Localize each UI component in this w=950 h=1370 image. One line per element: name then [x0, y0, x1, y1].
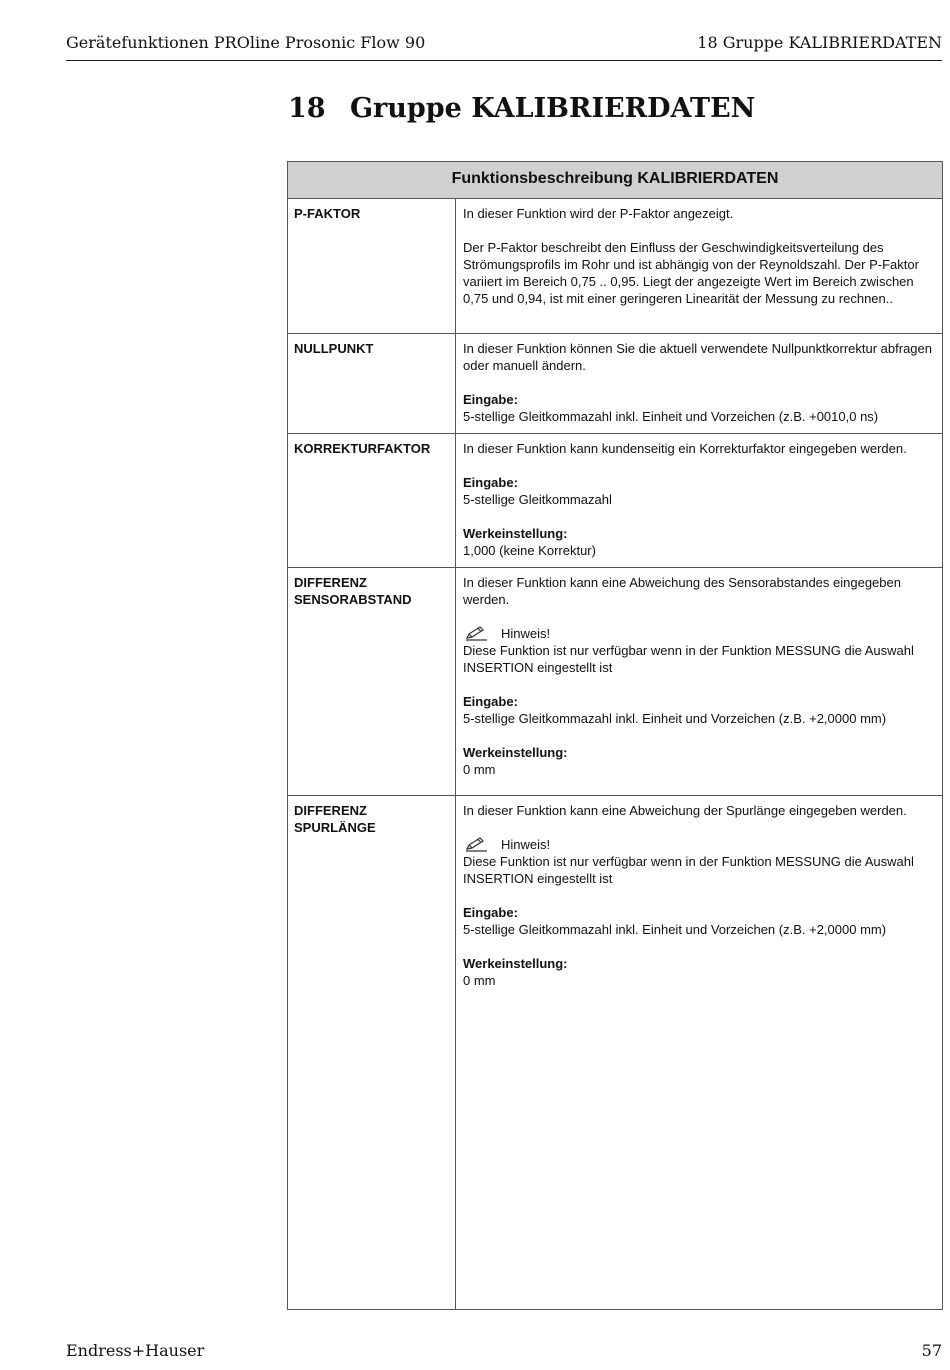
- running-header: [66, 30, 942, 61]
- default-label: Werkeinstellung:: [463, 526, 568, 541]
- hint-text: Diese Funktion ist nur verfügbar wenn in der Funktion MESSUNG die Auswahl INSERTION eingestellt ist: [463, 643, 914, 675]
- function-description: [456, 568, 942, 784]
- input-label: Eingabe:: [463, 392, 518, 407]
- input-value: 5-stellige Gleitkommazahl inkl. Einheit und Vorzeichen (z.B. +2,0000 mm): [463, 922, 887, 937]
- default-value: 1,000 (keine Korrektur): [463, 543, 596, 558]
- input-value: 5-stellige Gleitkommazahl inkl. Einheit und Vorzeichen (z.B. +2,0000 mm): [463, 711, 887, 726]
- default-value: 0 mm: [463, 973, 496, 988]
- table-row-p-faktor: [288, 199, 942, 334]
- hint-title-line: [463, 625, 936, 642]
- default-block: [463, 744, 936, 778]
- description-text: Der P-Faktor beschreibt den Einfluss der Geschwindigkeitsverteilung des Strömungsprofils im Rohr und ist abhängig von der Reynoldszahl. Der P-Faktor variiert im Bereich 0,75 .. 0,95. Liegt der angezeigte Wert im Bereich zwischen 0,75 und 0,94, ist mit einer geringeren Linearität der Messung zu rechnen..: [463, 240, 919, 306]
- footer-brand: Endress+Hauser: [66, 1341, 205, 1360]
- chapter-title-text: Gruppe KALIBRIERDATEN: [350, 93, 756, 124]
- chapter-number: 18: [288, 93, 326, 124]
- function-label: P-FAKTOR: [294, 206, 361, 221]
- function-label: NULLPUNKT: [294, 341, 374, 356]
- default-block: [463, 955, 936, 989]
- table-header: Funktionsbeschreibung KALIBRIERDATEN: [288, 162, 942, 199]
- hint-title: Hinweis!: [501, 626, 551, 641]
- default-label: Werkeinstellung:: [463, 956, 568, 971]
- function-label: DIFFERENZ SENSORABSTAND: [294, 575, 412, 607]
- hint-block: [463, 625, 936, 676]
- default-block: [463, 525, 936, 559]
- description-intro: In dieser Funktion wird der P-Faktor angezeigt.: [463, 206, 734, 221]
- function-label: DIFFERENZ SPURLÄNGE: [294, 803, 376, 835]
- table-row-nullpunkt: [288, 334, 942, 434]
- description-intro: In dieser Funktion können Sie die aktuell verwendete Nullpunktkorrektur abfragen oder manuell ändern.: [463, 341, 932, 373]
- input-value: 5-stellige Gleitkommazahl inkl. Einheit und Vorzeichen (z.B. +0010,0 ns): [463, 409, 879, 424]
- pencil-icon: [463, 836, 491, 852]
- page-number: 57: [921, 1341, 942, 1360]
- function-table: [287, 161, 943, 1310]
- pencil-icon: [463, 625, 491, 641]
- header-document-title: Gerätefunktionen PROline Prosonic Flow 90: [66, 33, 426, 52]
- input-value: 5-stellige Gleitkommazahl: [463, 492, 612, 507]
- input-label: Eingabe:: [463, 475, 518, 490]
- hint-title-line: [463, 836, 936, 853]
- description-intro: In dieser Funktion kann eine Abweichung der Spurlänge eingegeben werden.: [463, 803, 907, 818]
- input-block: [463, 391, 936, 425]
- default-value: 0 mm: [463, 762, 496, 777]
- hint-title: Hinweis!: [501, 837, 551, 852]
- table-row-differenz-sensorabstand: [288, 568, 942, 796]
- input-label: Eingabe:: [463, 905, 518, 920]
- header-section-title: 18 Gruppe KALIBRIERDATEN: [697, 33, 942, 52]
- chapter-title: [288, 93, 755, 124]
- function-description: [456, 334, 942, 431]
- page-footer: [66, 1341, 942, 1363]
- input-label: Eingabe:: [463, 694, 518, 709]
- description-intro: In dieser Funktion kann kundenseitig ein Korrekturfaktor eingegeben werden.: [463, 441, 907, 456]
- function-label: KORREKTURFAKTOR: [294, 441, 431, 456]
- input-block: [463, 474, 936, 508]
- function-description: [456, 796, 942, 995]
- hint-block: [463, 836, 936, 887]
- function-description: [456, 434, 942, 565]
- function-description: [456, 199, 942, 313]
- description-intro: In dieser Funktion kann eine Abweichung des Sensorabstandes eingegeben werden.: [463, 575, 901, 607]
- hint-text: Diese Funktion ist nur verfügbar wenn in der Funktion MESSUNG die Auswahl INSERTION eingestellt ist: [463, 854, 914, 886]
- table-row-korrekturfaktor: [288, 434, 942, 568]
- input-block: [463, 693, 936, 727]
- input-block: [463, 904, 936, 938]
- table-row-differenz-spurlaenge: [288, 796, 942, 1310]
- default-label: Werkeinstellung:: [463, 745, 568, 760]
